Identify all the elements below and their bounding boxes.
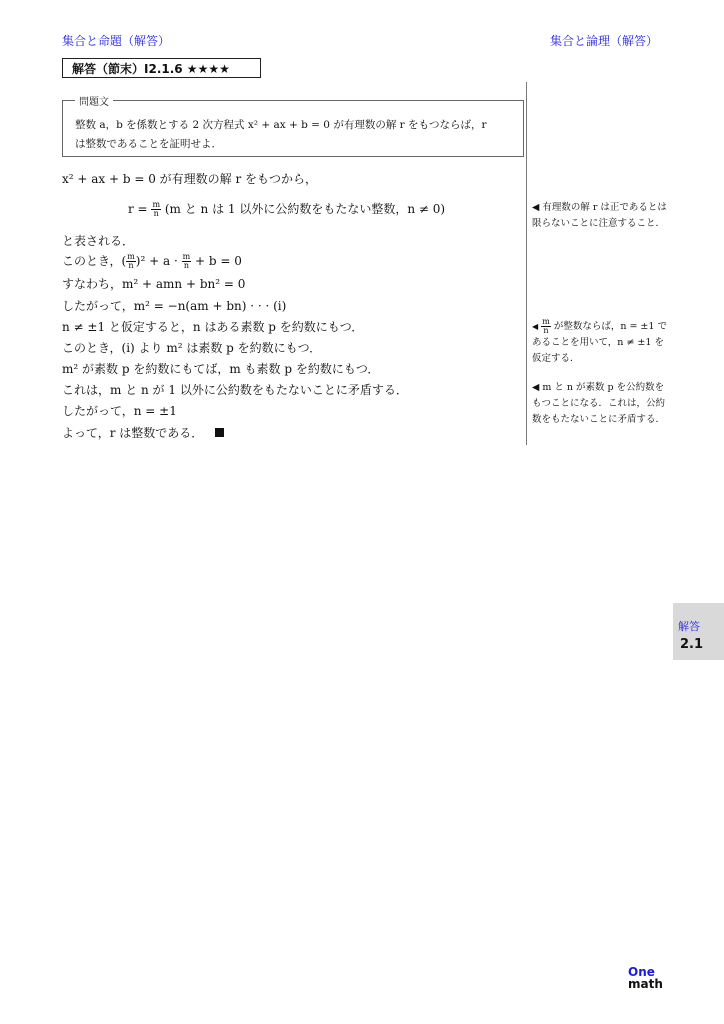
qed-square-icon — [215, 428, 224, 437]
onemath-logo — [628, 966, 663, 990]
problem-text — [75, 116, 513, 154]
solution-line-10: これは，m と n が 1 以外に公約数をもたないことに矛盾する． — [62, 383, 408, 397]
logo-bottom: math — [628, 977, 663, 991]
solution-line-11: したがって，n = ±1 — [62, 404, 177, 418]
problem-line-1: 整数 a，b を係数とする 2 次方程式 x² + ax + b = 0 が有理数の解 r をもつならば，r — [75, 119, 487, 131]
frac-num: m — [152, 200, 161, 209]
solution-line-3: と表される． — [62, 234, 135, 248]
fraction-m-over-n-2 — [126, 253, 136, 270]
problem-label: 問題文 — [75, 93, 113, 108]
header-left: 集合と命題（解答） — [62, 34, 171, 48]
frac-num: m — [542, 317, 550, 326]
l4-pre: このとき，( — [62, 254, 127, 268]
side-note-1: ◀ 有理数の解 r は正であるとは限らないことに注意すること． — [532, 202, 667, 229]
fraction-m-over-n — [151, 201, 161, 218]
frac-den: n — [183, 261, 189, 270]
frac-den: n — [128, 261, 134, 270]
answer-title: 解答（節末）I2.1.6 ★★★★ — [62, 58, 261, 78]
chapter-tab-label: 解答 — [678, 620, 700, 633]
frac-den: n — [543, 326, 549, 335]
coprime-condition: (m と n は 1 以外に公約数をもたない整数，n ≠ 0) — [164, 202, 446, 216]
note-2-text: が整数ならば，n = ±1 であることを用いて，n ≠ ±1 を仮定する． — [532, 321, 667, 364]
frac-num: m — [182, 252, 191, 261]
margin-divider — [526, 82, 527, 445]
side-note-2 — [532, 318, 667, 367]
solution-line-12 — [62, 424, 224, 441]
solution-line-5: すなわち，m² + amn + bn² = 0 — [62, 277, 246, 291]
solution-line-8: このとき，(i) より m² は素数 p を約数にもつ． — [62, 341, 322, 355]
r-equals: r = — [128, 202, 148, 216]
logo-top: One — [628, 965, 655, 979]
solution-line-6: したがって，m² = −n(am + bn) · · · (i) — [62, 299, 287, 313]
frac-den: n — [153, 209, 159, 218]
frac-num: m — [127, 252, 135, 261]
problem-line-2: は整数であることを証明せよ． — [75, 138, 222, 150]
solution-line-7: n ≠ ±1 と仮定すると，n はある素数 p を約数にもつ． — [62, 320, 364, 334]
solution-line-4 — [62, 252, 242, 270]
solution-line-9: m² が素数 p を約数にもてば，m も素数 p を約数にもつ． — [62, 362, 380, 376]
solution-line-1: x² + ax + b = 0 が有理数の解 r をもつから， — [62, 172, 318, 186]
chapter-tab — [673, 603, 724, 660]
conclusion-text: よって，r は整数である． — [62, 426, 204, 440]
note-triangle-icon: ◀ — [532, 322, 539, 331]
note-fraction — [541, 318, 551, 335]
chapter-tab-number: 2.1 — [680, 637, 704, 652]
l4-post: + b = 0 — [195, 254, 242, 268]
solution-line-2 — [128, 200, 445, 218]
side-note-3: ◀ m と n が素数 p を公約数をもつことになる．これは，公約数をもたないことに矛盾する． — [532, 382, 666, 425]
problem-box — [62, 97, 524, 157]
l4-mid: )² + a · — [135, 254, 178, 268]
fraction-m-over-n-3 — [182, 253, 192, 270]
header-right: 集合と論理（解答） — [549, 34, 658, 48]
